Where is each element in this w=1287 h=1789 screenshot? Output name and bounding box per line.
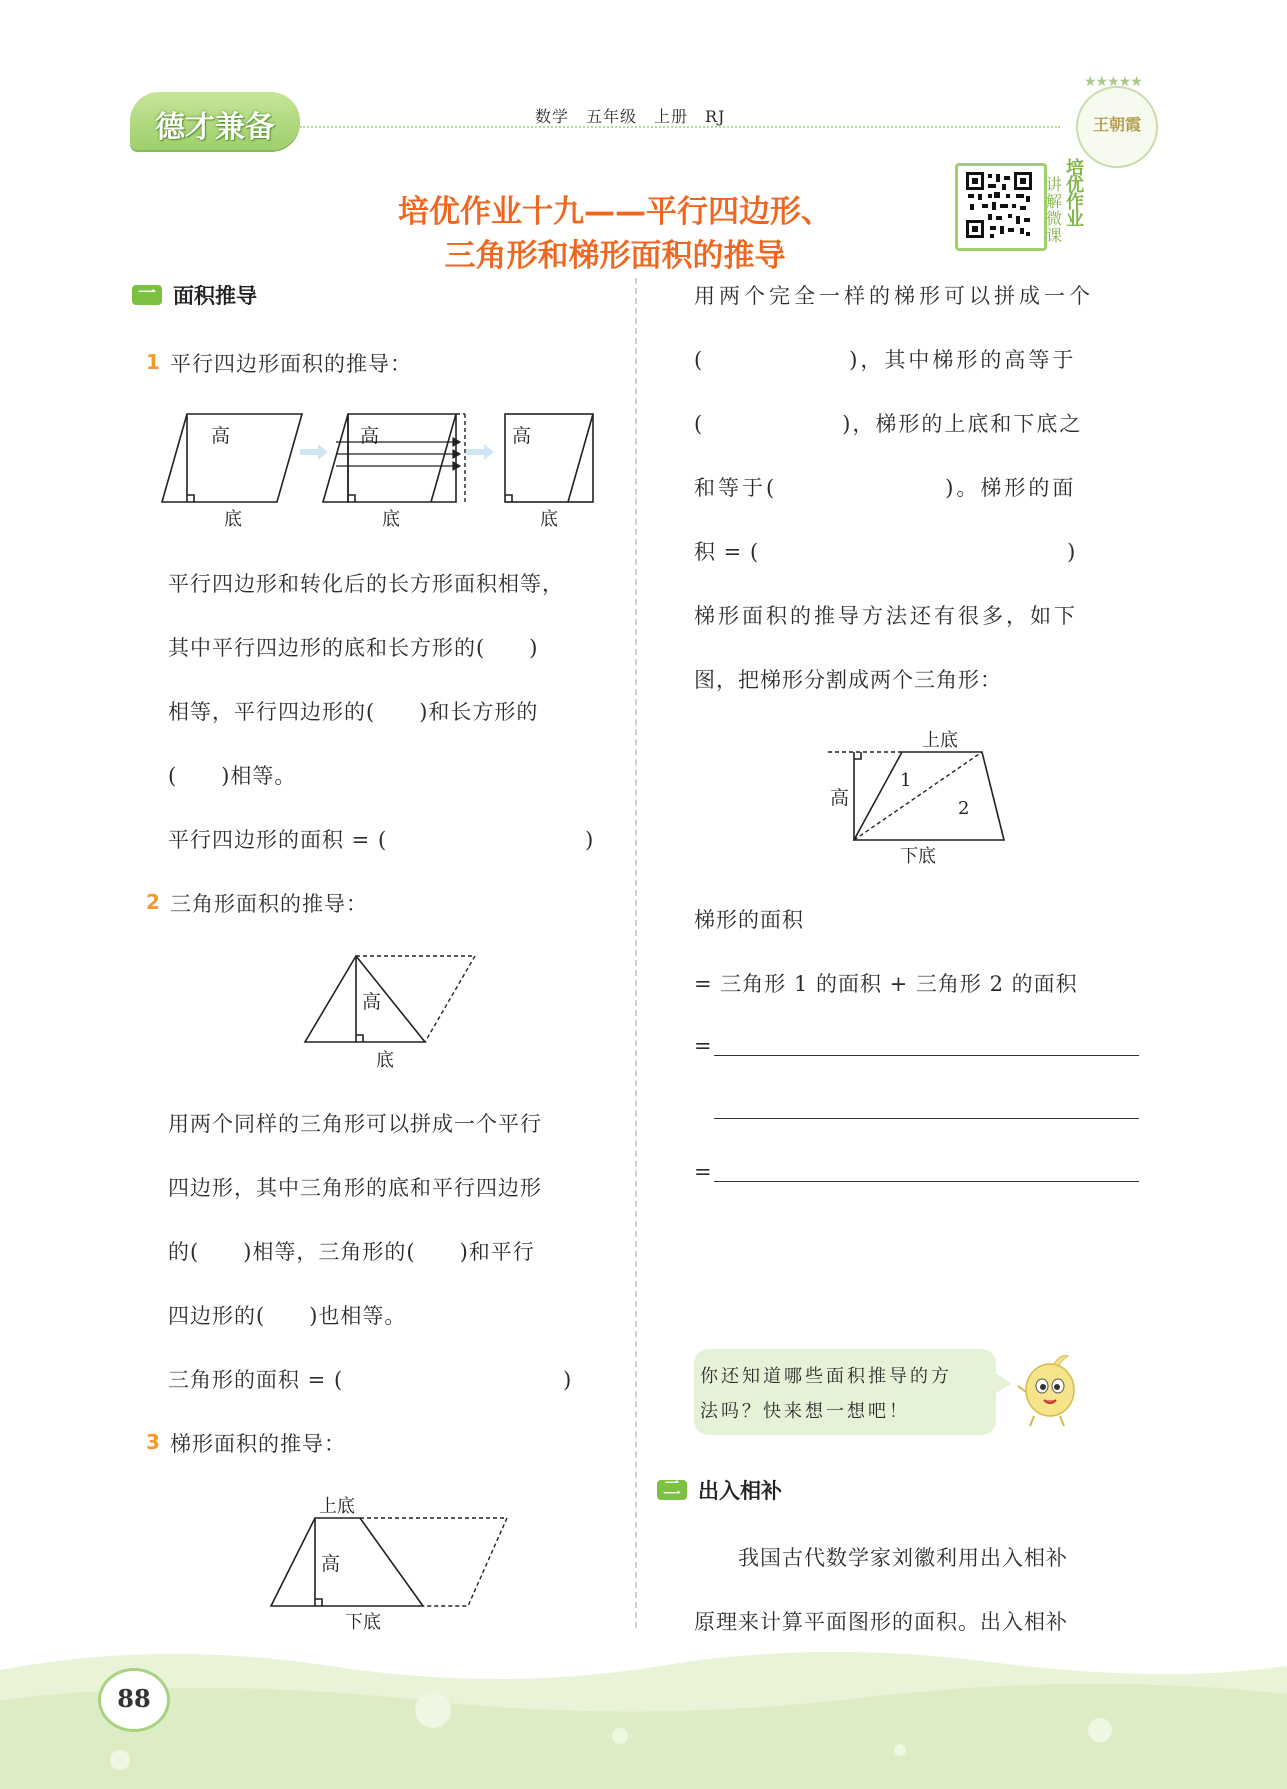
triangle-parallelogram-figure xyxy=(300,948,490,1073)
s2-line-2: 原理来计算平面图形的面积。出入相补 xyxy=(694,1610,1068,1634)
hint-line-1: 你还知道哪些面积推导的方 xyxy=(700,1366,952,1387)
q2-formula: 三角形的面积 = ( ) xyxy=(168,1368,573,1392)
parallelogram-transform-figure xyxy=(160,402,620,537)
r-line-1: 用两个完全一样的梯形可以拼成一个 xyxy=(694,284,1094,308)
question-number-1: 1 xyxy=(146,350,160,374)
page-number: 88 xyxy=(98,1668,170,1732)
q2-line-3: 的( )相等，三角形的( )和平行 xyxy=(168,1240,535,1264)
fig3-top-base-label: 上底 xyxy=(319,1496,355,1517)
triangle-1-label: 1 xyxy=(900,770,912,791)
fig1-height-label-c: 高 xyxy=(512,425,532,447)
mascot-icon xyxy=(1014,1350,1084,1430)
trapezoid-split-figure xyxy=(826,724,1016,869)
fig2-height-label: 高 xyxy=(362,991,382,1013)
section-tag-1: 一 xyxy=(132,285,162,305)
area-line-4-equals: = xyxy=(694,1160,713,1184)
question-title-1: 平行四边形面积的推导： xyxy=(170,352,412,376)
triangle-2-label: 2 xyxy=(958,798,970,819)
area-line-3-equals: = xyxy=(694,1034,713,1058)
q1-line-2: 其中平行四边形的底和长方形的( ) xyxy=(168,636,539,660)
section-tag-2: 二 xyxy=(657,1480,687,1500)
fig4-height-label: 高 xyxy=(830,787,850,809)
fig1-height-label-b: 高 xyxy=(360,425,380,447)
fig1-base-label-c: 底 xyxy=(540,509,558,530)
r-formula: 积 = ( ) xyxy=(694,540,1077,564)
r-line-2: ( )，其中梯形的高等于 xyxy=(694,348,1077,372)
book-subject: 数学 五年级 上册 RJ xyxy=(535,107,726,126)
q1-line-3: 相等，平行四边形的( )和长方形的 xyxy=(168,700,539,724)
hint-line-2: 法吗？快来想一想吧！ xyxy=(700,1401,910,1422)
r-line-6: 梯形面积的推导方法还有很多，如下 xyxy=(694,604,1078,628)
r-line-3: ( )，梯形的上底和下底之 xyxy=(694,412,1083,436)
seal-stars: ★★★★★ xyxy=(1084,74,1142,90)
s2-line-1: 我国古代数学家刘徽利用出入相补 xyxy=(694,1546,1068,1570)
footer-wave xyxy=(0,1640,1287,1789)
page-title-line2: 三角形和梯形面积的推导 xyxy=(444,238,786,274)
q1-line-1: 平行四边形和转化后的长方形面积相等， xyxy=(168,572,564,596)
q2-line-4: 四边形的( )也相等。 xyxy=(168,1304,407,1328)
question-number-2: 2 xyxy=(146,890,160,914)
area-line-2: = 三角形 1 的面积 + 三角形 2 的面积 xyxy=(694,972,1078,996)
bubble-tail xyxy=(994,1372,1014,1396)
column-divider xyxy=(635,278,637,1628)
brand-logo: 德才兼备 xyxy=(130,92,300,150)
answer-line-1[interactable] xyxy=(714,1055,1139,1056)
q1-formula: 平行四边形的面积 = ( ) xyxy=(168,828,595,852)
r-line-4: 和等于( )。梯形的面 xyxy=(694,476,1077,500)
answer-line-3[interactable] xyxy=(714,1181,1139,1182)
qr-code-icon[interactable] xyxy=(964,170,1034,240)
fig1-height-label-a: 高 xyxy=(211,425,231,447)
question-title-3: 梯形面积的推导： xyxy=(170,1432,346,1456)
section-title-2: 出入相补 xyxy=(698,1479,782,1503)
fig3-bottom-base-label: 下底 xyxy=(345,1612,381,1633)
fig4-bottom-base-label: 下底 xyxy=(900,846,936,867)
fig4-top-base-label: 上底 xyxy=(922,730,958,751)
area-line-1: 梯形的面积 xyxy=(694,908,804,932)
fig2-base-label: 底 xyxy=(376,1050,394,1071)
r-line-7: 图，把梯形分割成两个三角形： xyxy=(694,668,1002,692)
author-seal-logo: ★★★★★ 王朝霞 xyxy=(1076,86,1158,168)
page-title-line1: 培优作业十九——平行四边形、 xyxy=(398,194,832,230)
fig1-base-label-b: 底 xyxy=(382,509,400,530)
fig1-base-label-a: 底 xyxy=(224,509,242,530)
q1-line-4: ( )相等。 xyxy=(168,764,297,788)
q2-line-2: 四边形，其中三角形的底和平行四边形 xyxy=(168,1176,542,1200)
trapezoid-parallelogram-figure xyxy=(265,1490,515,1635)
q2-line-1: 用两个同样的三角形可以拼成一个平行 xyxy=(168,1112,542,1136)
question-number-3: 3 xyxy=(146,1430,160,1454)
section-title-1: 面积推导 xyxy=(173,284,257,308)
answer-line-2[interactable] xyxy=(714,1118,1139,1119)
question-title-2: 三角形面积的推导： xyxy=(170,892,368,916)
fig3-height-label: 高 xyxy=(321,1553,341,1575)
